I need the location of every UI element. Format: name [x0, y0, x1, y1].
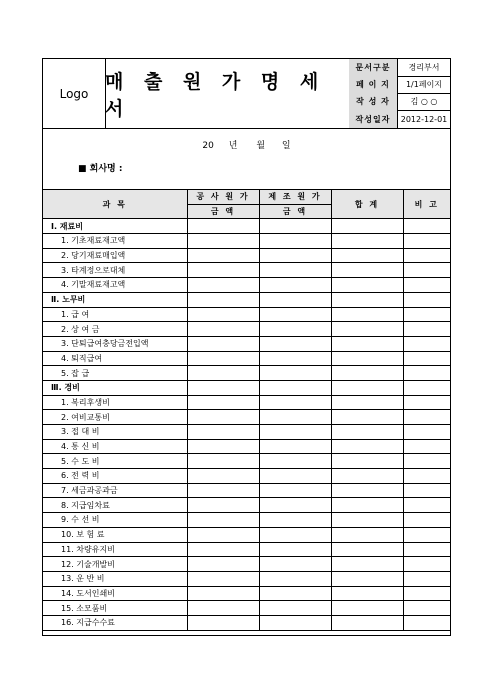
manufacturing-amount-cell — [259, 586, 331, 601]
section-row — [43, 219, 450, 234]
remarks-cell — [403, 322, 450, 337]
manufacturing-amount-cell — [259, 571, 331, 586]
construction-amount-cell — [187, 307, 259, 322]
meta-value: 경리부서 — [408, 63, 440, 72]
manufacturing-amount-cell — [259, 263, 331, 278]
item-label: 13. 운 반 비 — [43, 571, 187, 586]
construction-amount-cell — [187, 234, 259, 249]
item-label: 16. 지급수수료 — [43, 615, 187, 630]
item-label: 6. 전 력 비 — [43, 469, 187, 484]
item-label: 3. 접 대 비 — [43, 425, 187, 440]
total-cell — [331, 586, 403, 601]
date-day-label: 일 — [281, 141, 291, 151]
item-row — [43, 557, 450, 572]
manufacturing-amount-cell — [259, 542, 331, 557]
total-cell — [331, 219, 403, 234]
manufacturing-amount-cell — [259, 292, 331, 307]
total-cell — [331, 395, 403, 410]
remarks-cell — [403, 410, 450, 425]
manufacturing-amount-cell — [259, 278, 331, 293]
total-cell — [331, 498, 403, 513]
remarks-cell — [403, 351, 450, 366]
construction-amount-cell — [187, 248, 259, 263]
construction-amount-cell — [187, 571, 259, 586]
item-row — [43, 601, 450, 616]
company-label: ■ 회사명 : — [78, 164, 123, 174]
total-cell — [331, 615, 403, 630]
item-row — [43, 395, 450, 410]
manufacturing-amount-cell — [259, 307, 331, 322]
construction-amount-cell — [187, 219, 259, 234]
manufacturing-amount-cell — [259, 366, 331, 381]
construction-amount-cell — [187, 336, 259, 351]
remarks-cell — [403, 219, 450, 234]
remarks-cell — [403, 425, 450, 440]
item-row — [43, 586, 450, 601]
meta-value: 1/1페이지 — [405, 80, 443, 89]
manufacturing-amount-cell — [259, 483, 331, 498]
total-cell — [331, 601, 403, 616]
item-label: 11. 차량유지비 — [43, 542, 187, 557]
manufacturing-amount-cell — [259, 248, 331, 263]
total-cell — [331, 366, 403, 381]
construction-amount-cell — [187, 278, 259, 293]
item-row — [43, 439, 450, 454]
remarks-cell — [403, 513, 450, 528]
construction-amount-cell — [187, 439, 259, 454]
total-cell — [331, 248, 403, 263]
date-year-label: 년 — [228, 141, 238, 151]
item-label: 4. 기말재료재고액 — [43, 278, 187, 293]
remarks-cell — [403, 454, 450, 469]
meta-row-page — [349, 76, 450, 94]
total-cell — [331, 351, 403, 366]
item-row — [43, 263, 450, 278]
item-row — [43, 351, 450, 366]
meta-value: 김 ○ ○ — [410, 97, 438, 106]
header-manufacturing-cost: 제 조 원 가 — [259, 190, 331, 205]
total-cell — [331, 483, 403, 498]
manufacturing-amount-cell — [259, 498, 331, 513]
section-row — [43, 380, 450, 395]
section-label: Ⅲ. 경비 — [43, 380, 187, 395]
construction-amount-cell — [187, 527, 259, 542]
item-label: 2. 여비교통비 — [43, 410, 187, 425]
manufacturing-amount-cell — [259, 557, 331, 572]
item-label: 1. 기초재료재고액 — [43, 234, 187, 249]
remarks-cell — [403, 439, 450, 454]
item-label: 9. 수 선 비 — [43, 513, 187, 528]
item-label: 8. 지급임차료 — [43, 498, 187, 513]
remarks-cell — [403, 263, 450, 278]
item-label: 1. 급 여 — [43, 307, 187, 322]
construction-amount-cell — [187, 615, 259, 630]
cost-table — [43, 189, 450, 631]
remarks-cell — [403, 307, 450, 322]
item-label: 2. 상 여 금 — [43, 322, 187, 337]
item-row — [43, 425, 450, 440]
section-label: Ⅱ. 노무비 — [43, 292, 187, 307]
total-cell — [331, 263, 403, 278]
item-label: 5. 잡 급 — [43, 366, 187, 381]
total-cell — [331, 454, 403, 469]
remarks-cell — [403, 395, 450, 410]
item-label: 1. 복리후생비 — [43, 395, 187, 410]
construction-amount-cell — [187, 380, 259, 395]
manufacturing-amount-cell — [259, 615, 331, 630]
construction-amount-cell — [187, 351, 259, 366]
total-cell — [331, 410, 403, 425]
item-row — [43, 336, 450, 351]
remarks-cell — [403, 498, 450, 513]
construction-amount-cell — [187, 366, 259, 381]
remarks-cell — [403, 586, 450, 601]
remarks-cell — [403, 278, 450, 293]
manufacturing-amount-cell — [259, 395, 331, 410]
manufacturing-amount-cell — [259, 601, 331, 616]
meta-value: 2012-12-01 — [400, 114, 448, 124]
construction-amount-cell — [187, 498, 259, 513]
item-row — [43, 248, 450, 263]
construction-amount-cell — [187, 542, 259, 557]
item-row — [43, 513, 450, 528]
manufacturing-amount-cell — [259, 322, 331, 337]
remarks-cell — [403, 380, 450, 395]
construction-amount-cell — [187, 322, 259, 337]
total-cell — [331, 571, 403, 586]
item-row — [43, 483, 450, 498]
remarks-cell — [403, 542, 450, 557]
date-month-label: 월 — [256, 141, 266, 151]
manufacturing-amount-cell — [259, 425, 331, 440]
item-label: 2. 당기재료매입액 — [43, 248, 187, 263]
total-cell — [331, 278, 403, 293]
remarks-cell — [403, 469, 450, 484]
meta-key: 작 성 자 — [349, 93, 398, 110]
header-total: 합 계 — [331, 190, 403, 219]
header-amount: 금 액 — [187, 204, 259, 219]
item-label: 14. 도서인쇄비 — [43, 586, 187, 601]
item-label: 5. 수 도 비 — [43, 454, 187, 469]
meta-row-date — [349, 110, 450, 128]
remarks-cell — [403, 483, 450, 498]
total-cell — [331, 469, 403, 484]
manufacturing-amount-cell — [259, 380, 331, 395]
remarks-cell — [403, 248, 450, 263]
construction-amount-cell — [187, 601, 259, 616]
manufacturing-amount-cell — [259, 234, 331, 249]
total-cell — [331, 336, 403, 351]
date-line — [43, 138, 450, 151]
item-row — [43, 278, 450, 293]
remarks-cell — [403, 292, 450, 307]
item-label: 3. 단퇴급여충당금전입액 — [43, 336, 187, 351]
construction-amount-cell — [187, 410, 259, 425]
total-cell — [331, 557, 403, 572]
meta-key: 작성일자 — [349, 110, 398, 128]
header-subject: 과 목 — [43, 190, 187, 219]
item-label: 15. 소모품비 — [43, 601, 187, 616]
construction-amount-cell — [187, 513, 259, 528]
manufacturing-amount-cell — [259, 219, 331, 234]
item-label: 4. 퇴직급여 — [43, 351, 187, 366]
construction-amount-cell — [187, 586, 259, 601]
item-row — [43, 307, 450, 322]
document-page — [42, 58, 451, 636]
item-label: 7. 세금과공과금 — [43, 483, 187, 498]
remarks-cell — [403, 234, 450, 249]
item-row — [43, 615, 450, 630]
construction-amount-cell — [187, 469, 259, 484]
remarks-cell — [403, 557, 450, 572]
item-row — [43, 498, 450, 513]
total-cell — [331, 380, 403, 395]
manufacturing-amount-cell — [259, 439, 331, 454]
item-row — [43, 234, 450, 249]
item-label: 10. 보 험 료 — [43, 527, 187, 542]
total-cell — [331, 234, 403, 249]
total-cell — [331, 527, 403, 542]
item-row — [43, 527, 450, 542]
manufacturing-amount-cell — [259, 410, 331, 425]
document-header — [43, 59, 450, 129]
remarks-cell — [403, 366, 450, 381]
total-cell — [331, 513, 403, 528]
header-remarks: 비 고 — [403, 190, 450, 219]
manufacturing-amount-cell — [259, 469, 331, 484]
meta-key: 문서구분 — [349, 59, 398, 76]
remarks-cell — [403, 571, 450, 586]
item-label: 12. 기술개발비 — [43, 557, 187, 572]
construction-amount-cell — [187, 454, 259, 469]
section-row — [43, 292, 450, 307]
item-row — [43, 542, 450, 557]
item-row — [43, 410, 450, 425]
manufacturing-amount-cell — [259, 351, 331, 366]
total-cell — [331, 322, 403, 337]
item-row — [43, 571, 450, 586]
total-cell — [331, 307, 403, 322]
construction-amount-cell — [187, 483, 259, 498]
date-year: 20 — [202, 141, 214, 151]
manufacturing-amount-cell — [259, 454, 331, 469]
meta-row-doc-type — [349, 59, 450, 77]
section-label: Ⅰ. 재료비 — [43, 219, 187, 234]
manufacturing-amount-cell — [259, 513, 331, 528]
remarks-cell — [403, 527, 450, 542]
construction-amount-cell — [187, 557, 259, 572]
construction-amount-cell — [187, 425, 259, 440]
construction-amount-cell — [187, 395, 259, 410]
meta-key: 페 이 지 — [349, 76, 398, 93]
total-cell — [331, 425, 403, 440]
meta-row-author — [349, 93, 450, 111]
item-label: 3. 타계정으로대체 — [43, 263, 187, 278]
item-row — [43, 454, 450, 469]
item-label: 4. 통 신 비 — [43, 439, 187, 454]
total-cell — [331, 292, 403, 307]
manufacturing-amount-cell — [259, 527, 331, 542]
total-cell — [331, 542, 403, 557]
remarks-cell — [403, 615, 450, 630]
item-row — [43, 469, 450, 484]
remarks-cell — [403, 601, 450, 616]
header-construction-cost: 공 사 원 가 — [187, 190, 259, 205]
header-amount: 금 액 — [259, 204, 331, 219]
construction-amount-cell — [187, 263, 259, 278]
manufacturing-amount-cell — [259, 336, 331, 351]
remarks-cell — [403, 336, 450, 351]
construction-amount-cell — [187, 292, 259, 307]
logo: Logo — [43, 59, 106, 128]
document-title: 매 출 원 가 명 세 서 — [105, 59, 350, 128]
item-row — [43, 366, 450, 381]
item-row — [43, 322, 450, 337]
info-section — [43, 128, 450, 190]
total-cell — [331, 439, 403, 454]
